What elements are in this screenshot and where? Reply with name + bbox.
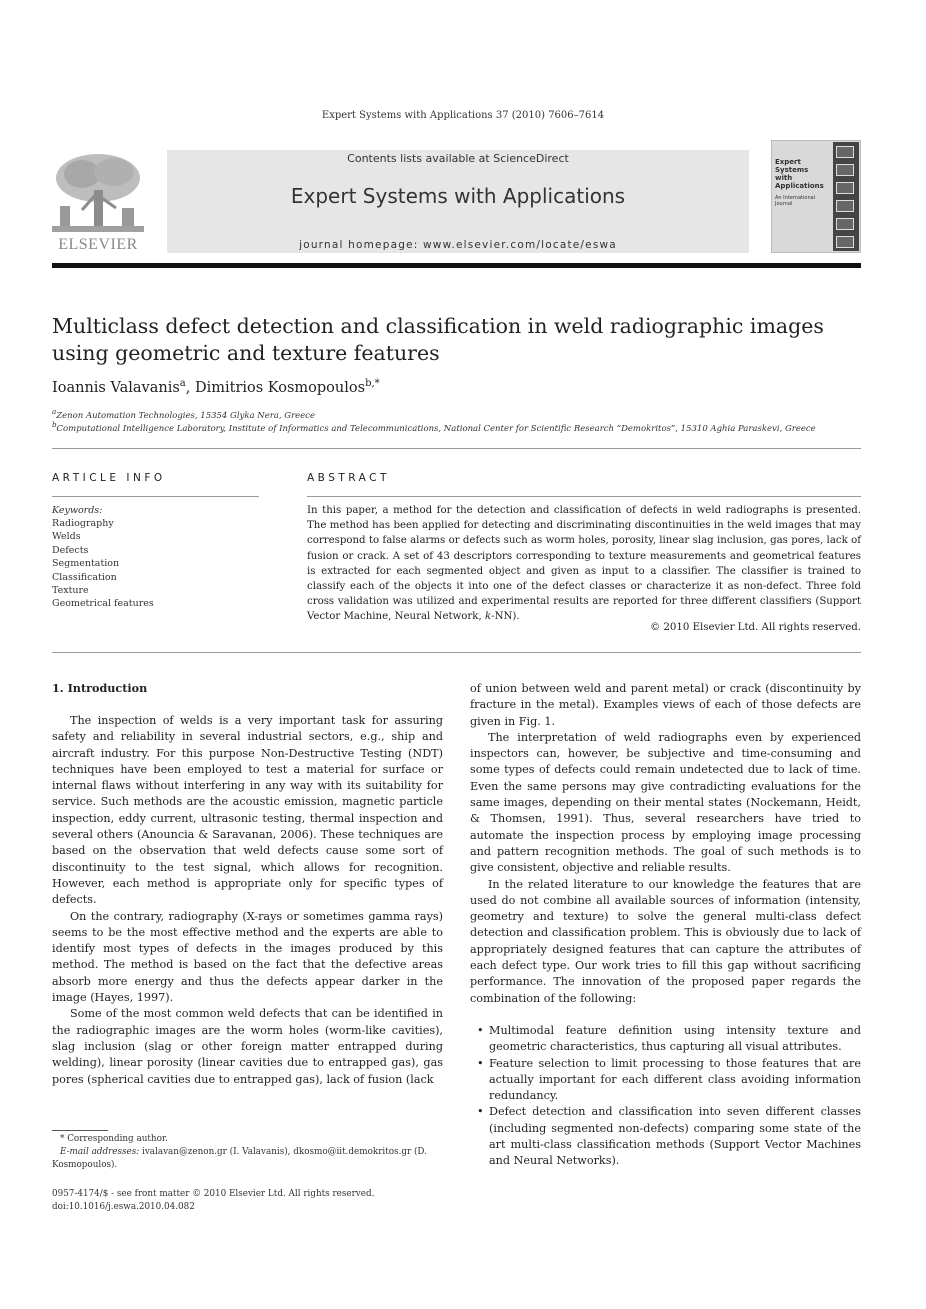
list-item: • Multimodal feature definition using intensity texture and geometric characteristics, thus capturing all visual attributes. xyxy=(470,1023,861,1056)
article-title: Multiclass defect detection and classification in weld radiographic images using geometric and texture features xyxy=(52,314,824,365)
paragraph: On the contrary, radiography (X-rays or sometimes gamma rays) seems to be the most effective method and the experts are able to identify most types of defects in the images produced by this method. The method is based on the fact that the defective areas absorb more energy and thus the defects appear darker in the image (Hayes, 1997). xyxy=(52,909,443,1005)
keyword: Classification xyxy=(52,571,117,583)
doi-link[interactable]: doi:10.1016/j.eswa.2010.04.082 xyxy=(52,1202,195,1212)
elsevier-wordmark: ELSEVIER xyxy=(58,236,138,253)
cover-icon xyxy=(836,200,854,212)
divider xyxy=(52,496,259,497)
contents-line: Contents lists available at ScienceDirect xyxy=(347,152,569,165)
divider xyxy=(307,496,861,497)
abstract-text: In this paper, a method for the detection and classification of defects in weld radiographs is presented. The method has been applied for detecting and discriminating discontinuities in the weld images that may correspond to false alarms or defects such as worm holes, porosity, linear slag inclusion, gas pores, lack of fusion or crack. A set of 43 descriptors corresponding to texture measurements and geometrical features is extracted for each segmented object and given as input to a classifier. The classifier is trained to classify each of the objects it into one of the defect classes or characterize it as non-defect. Three fold cross validation was utilized and experimental results are reported for three different classifiers (Support Vector Machine, Neural Network, k-NN). xyxy=(307,505,861,623)
running-head: Expert Systems with Applications 37 (2010) 7606–7614 xyxy=(321,110,605,121)
elsevier-tree-logo xyxy=(52,150,144,234)
keyword: Geometrical features xyxy=(52,598,154,610)
cover-icon xyxy=(836,236,854,248)
issn-line: 0957-4174/$ - see front matter © 2010 Elsevier Ltd. All rights reserved. xyxy=(52,1189,375,1199)
paragraph: In the related literature to our knowledge the features that are used do not combine all available sources of information (intensity, geometry and texture) to solve the general multi-class defect detection and classification problem. This is obviously due to lack of appropriately designed features that can capture the attributes of each defect type. Our work tries to fill this gap without sacrificing performance. The innovation of the proposed paper regards the combination of the following: xyxy=(470,877,861,1005)
author-affil-mark: b,* xyxy=(365,378,380,389)
cover-icon-strip xyxy=(833,142,859,251)
paragraph: The interpretation of weld radiographs even by experienced inspectors can, however, be subjective and time-consuming and some types of defects could remain undetected due to lack of time. Even the same persons may give contradicting evaluations for the same images, depending on their mental states (Nockemann, Heidt, & Thomsen, 1991). Thus, several researchers have tried to automate the inspection process by employing image processing and pattern recognition methods. The goal of such methods is to give consistent, objective and reliable results. xyxy=(470,730,861,875)
cover-icon xyxy=(836,146,854,158)
list-item: • Feature selection to limit processing to those features that are actually important for each different class avoiding information redundancy. xyxy=(470,1056,861,1105)
cover-icon xyxy=(836,164,854,176)
article-info-heading: ARTICLE INFO xyxy=(52,472,166,484)
right-column xyxy=(470,681,861,1170)
cover-title: Expert Systems with Applications xyxy=(775,158,824,190)
header-divider xyxy=(52,263,861,268)
footnote-corresponding: * Corresponding author. xyxy=(60,1134,168,1144)
journal-title: Expert Systems with Applications xyxy=(290,184,626,208)
affiliation-a: $^a$Zenon Automation Technologies, 15354 Glyka Nera, Greece xyxy=(52,407,315,421)
keyword: Radiography xyxy=(52,518,114,529)
keyword: Defects xyxy=(52,544,89,556)
paragraph: of union between weld and parent metal) or crack (discontinuity by fracture in the metal). Examples views of each of those defects are given in Fig. 1. xyxy=(470,682,861,728)
abstract-copyright: © 2010 Elsevier Ltd. All rights reserved. xyxy=(649,622,861,633)
journal-homepage: journal homepage: www.elsevier.com/locate/eswa xyxy=(299,239,617,251)
cover-subtitle: An International Journal xyxy=(775,195,816,207)
keyword: Texture xyxy=(52,585,89,597)
keyword: Welds xyxy=(52,531,81,543)
divider xyxy=(52,448,861,449)
cover-icon xyxy=(836,182,854,194)
contribution-list xyxy=(470,1023,861,1170)
list-item: • Defect detection and classification into seven different classes (including segmented non-defects) comparing some state of the art multi-class classification methods (Support Vector Machines and Neural Networks). xyxy=(470,1104,861,1169)
keyword: Segmentation xyxy=(52,558,120,570)
divider xyxy=(52,652,861,653)
author-list: Ioannis Valavanis$^a$, Dimitrios Kosmopoulos$^{b,*}$ xyxy=(52,378,380,396)
abstract-heading: ABSTRACT xyxy=(307,472,390,484)
author-name: Dimitrios Kosmopoulos xyxy=(194,379,366,396)
author-affil-mark: a xyxy=(179,378,186,389)
left-column xyxy=(52,713,443,1088)
keywords-label: Keywords: xyxy=(52,505,103,516)
author-name: Ioannis Valavanis xyxy=(52,379,180,396)
keywords-list xyxy=(52,517,154,611)
paragraph: Some of the most common weld defects that can be identified in the radiographic images are the worm holes (worm-like cavities), slag inclusion (slag or other foreign matter entrapped during welding), linear porosity (linear cavities due to entrapped gas), gas pores (spherical cavities due to entrapped gas), lack of fusion (lack xyxy=(52,1007,443,1086)
cover-icon xyxy=(836,218,854,230)
paragraph: The inspection of welds is a very important task for assuring safety and reliability in several industrial sectors, e.g., ship and aircraft industry. For this purpose Non-Destructive Testing (NDT) techniques have been employed to test a material for surface or internal flaws without interfering in any way with its suitability for service. Such methods are the acoustic emission, magnetic particle inspection, eddy current, ultrasonic testing, thermal inspection and several others (Anouncia & Saravanan, 2006). These techniques are based on the observation that weld defects cause some sort of discontinuity to the test signal, which allows for recognition. However, each method is appropriate only for specific types of defects. xyxy=(52,714,443,907)
footnote-emails: E-mail addresses: ivalavan@zenon.gr (I. Valavanis), dkosmo@iit.demokritos.gr (D. Kosmopoulos). xyxy=(52,1147,427,1170)
footnote-rule xyxy=(52,1130,108,1131)
section-heading: 1. Introduction xyxy=(52,681,148,695)
affiliation-b: $^b$Computational Intelligence Laboratory, Institute of Informatics and Telecommunications, National Center for Scientific Research “Demokritos”, 15310 Aghia Paraskevi, Greece xyxy=(52,420,816,434)
